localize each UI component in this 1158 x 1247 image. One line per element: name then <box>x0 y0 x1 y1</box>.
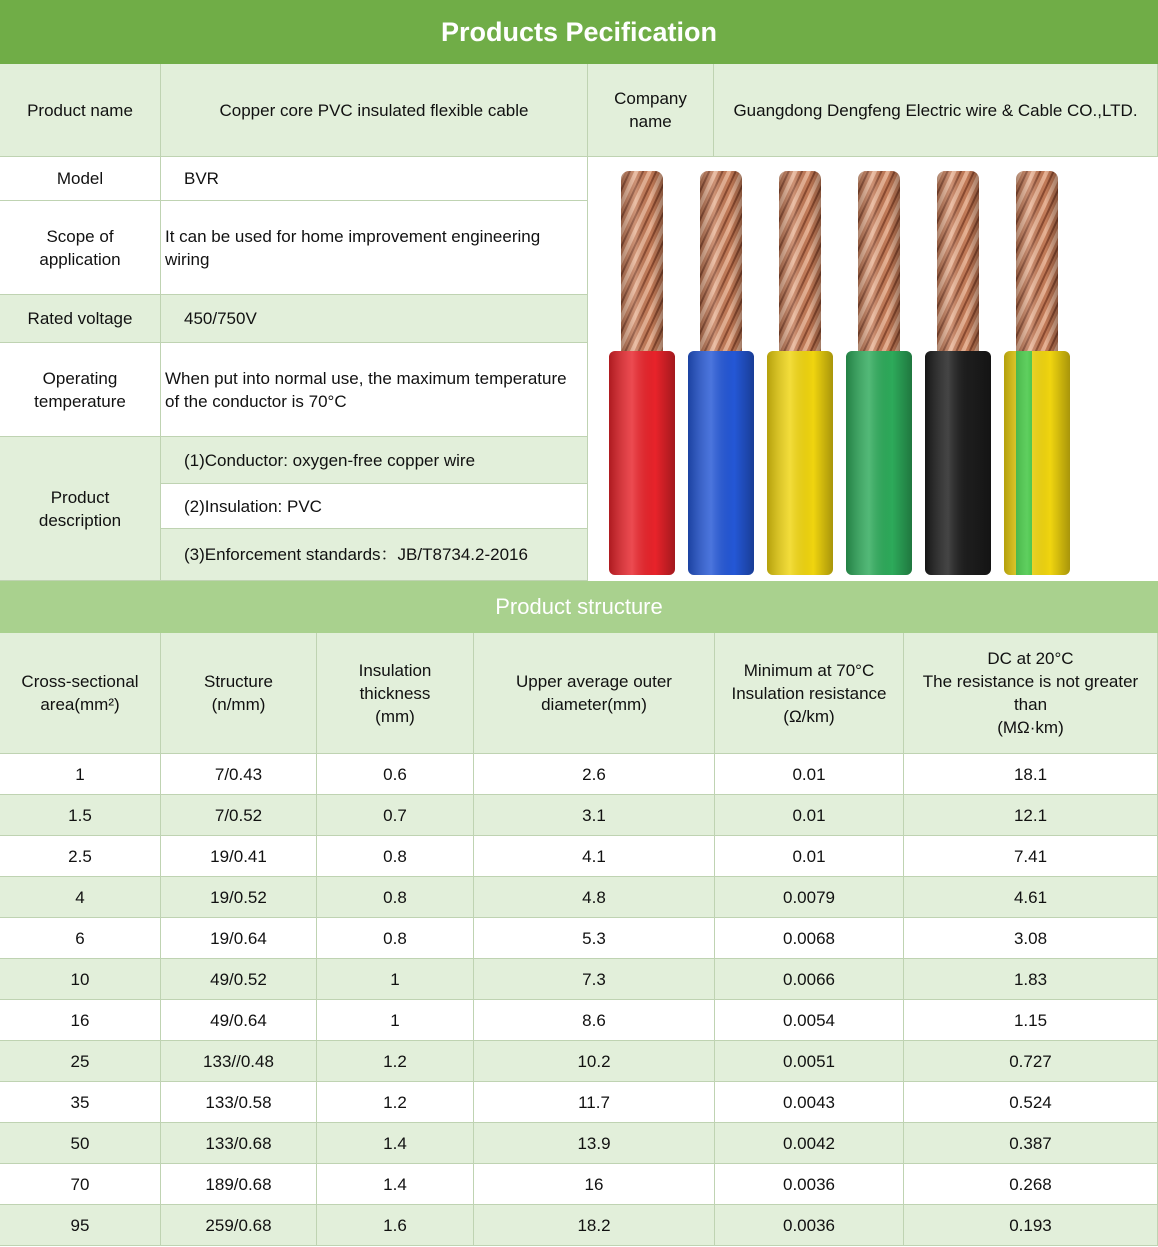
cell-dc-resistance: 0.524 <box>904 1082 1158 1123</box>
cell-dc-resistance: 4.61 <box>904 877 1158 918</box>
cell-structure: 19/0.64 <box>161 918 317 959</box>
cell-insulation-resistance: 0.0043 <box>715 1082 904 1123</box>
cell-insulation-resistance: 0.0054 <box>715 1000 904 1041</box>
description-item-conductor: (1)Conductor: oxygen-free copper wire <box>161 437 588 484</box>
cell-cross-section: 16 <box>0 1000 161 1041</box>
cell-insulation-resistance: 0.01 <box>715 754 904 795</box>
cell-dc-resistance: 7.41 <box>904 836 1158 877</box>
header-insulation-thickness: Insulation thickness (mm) <box>317 633 474 754</box>
cable-5 <box>925 171 991 575</box>
cell-insulation-resistance: 0.01 <box>715 795 904 836</box>
cell-outer-diameter: 3.1 <box>474 795 715 836</box>
cell-dc-resistance: 12.1 <box>904 795 1158 836</box>
cell-insulation-resistance: 0.0051 <box>715 1041 904 1082</box>
cell-cross-section: 1.5 <box>0 795 161 836</box>
cell-outer-diameter: 8.6 <box>474 1000 715 1041</box>
cable-illustration <box>588 157 1158 581</box>
cell-dc-resistance: 0.268 <box>904 1164 1158 1205</box>
cell-insulation-thickness: 0.8 <box>317 918 474 959</box>
cell-cross-section: 1 <box>0 754 161 795</box>
cell-structure: 19/0.52 <box>161 877 317 918</box>
cell-structure: 49/0.52 <box>161 959 317 1000</box>
cell-outer-diameter: 4.1 <box>474 836 715 877</box>
cable-1 <box>609 171 675 575</box>
cable-2 <box>688 171 754 575</box>
model-label: Model <box>0 157 161 201</box>
cable-3 <box>767 171 833 575</box>
cell-cross-section: 25 <box>0 1041 161 1082</box>
cell-dc-resistance: 0.387 <box>904 1123 1158 1164</box>
cell-outer-diameter: 7.3 <box>474 959 715 1000</box>
cell-outer-diameter: 16 <box>474 1164 715 1205</box>
cell-outer-diameter: 10.2 <box>474 1041 715 1082</box>
cell-structure: 133/0.58 <box>161 1082 317 1123</box>
cell-structure: 259/0.68 <box>161 1205 317 1246</box>
page-title: Products Pecification <box>0 0 1158 64</box>
scope-label: Scope of application <box>0 201 161 295</box>
cell-dc-resistance: 3.08 <box>904 918 1158 959</box>
cell-dc-resistance: 0.727 <box>904 1041 1158 1082</box>
cell-insulation-thickness: 1.2 <box>317 1041 474 1082</box>
cell-insulation-thickness: 1 <box>317 959 474 1000</box>
cable-product-image <box>588 157 1158 581</box>
cell-outer-diameter: 5.3 <box>474 918 715 959</box>
cell-outer-diameter: 11.7 <box>474 1082 715 1123</box>
section-title-structure: Product structure <box>0 581 1158 633</box>
cell-insulation-resistance: 0.0036 <box>715 1205 904 1246</box>
description-label: Product description <box>0 437 161 581</box>
cell-dc-resistance: 18.1 <box>904 754 1158 795</box>
cell-structure: 19/0.41 <box>161 836 317 877</box>
cell-insulation-thickness: 1.2 <box>317 1082 474 1123</box>
header-structure: Structure (n/mm) <box>161 633 317 754</box>
cell-structure: 189/0.68 <box>161 1164 317 1205</box>
cell-insulation-resistance: 0.0066 <box>715 959 904 1000</box>
cell-cross-section: 6 <box>0 918 161 959</box>
cell-structure: 133/0.68 <box>161 1123 317 1164</box>
header-dc-resistance: DC at 20°C The resistance is not greater than (MΩ·km) <box>904 633 1158 754</box>
header-insulation-resistance: Minimum at 70°C Insulation resistance (Ω/km) <box>715 633 904 754</box>
cell-insulation-thickness: 0.8 <box>317 836 474 877</box>
cell-insulation-resistance: 0.0068 <box>715 918 904 959</box>
cell-cross-section: 35 <box>0 1082 161 1123</box>
voltage-label: Rated voltage <box>0 295 161 343</box>
cell-structure: 7/0.52 <box>161 795 317 836</box>
header-cross-section: Cross-sectional area(mm²) <box>0 633 161 754</box>
cell-cross-section: 4 <box>0 877 161 918</box>
product-name-value: Copper core PVC insulated flexible cable <box>161 64 588 157</box>
voltage-value: 450/750V <box>161 295 588 343</box>
description-item-standard: (3)Enforcement standards：JB/T8734.2-2016 <box>161 529 588 581</box>
company-label: Company name <box>588 64 714 157</box>
cell-outer-diameter: 4.8 <box>474 877 715 918</box>
cell-outer-diameter: 18.2 <box>474 1205 715 1246</box>
product-name-label: Product name <box>0 64 161 157</box>
cell-insulation-resistance: 0.0079 <box>715 877 904 918</box>
cell-insulation-thickness: 0.8 <box>317 877 474 918</box>
cell-insulation-thickness: 1 <box>317 1000 474 1041</box>
cell-structure: 49/0.64 <box>161 1000 317 1041</box>
cable-6 <box>1004 171 1070 575</box>
cell-insulation-thickness: 0.6 <box>317 754 474 795</box>
cell-insulation-thickness: 1.4 <box>317 1123 474 1164</box>
header-outer-diameter: Upper average outer diameter(mm) <box>474 633 715 754</box>
model-value: BVR <box>161 157 588 201</box>
cell-outer-diameter: 13.9 <box>474 1123 715 1164</box>
cell-insulation-thickness: 1.6 <box>317 1205 474 1246</box>
cell-insulation-thickness: 1.4 <box>317 1164 474 1205</box>
cell-cross-section: 70 <box>0 1164 161 1205</box>
temperature-value: When put into normal use, the maximum temperature of the conductor is 70°C <box>161 343 588 437</box>
cell-dc-resistance: 1.83 <box>904 959 1158 1000</box>
cell-insulation-resistance: 0.0036 <box>715 1164 904 1205</box>
cell-cross-section: 2.5 <box>0 836 161 877</box>
description-item-insulation: (2)Insulation: PVC <box>161 484 588 529</box>
cell-cross-section: 50 <box>0 1123 161 1164</box>
cell-dc-resistance: 0.193 <box>904 1205 1158 1246</box>
cell-cross-section: 10 <box>0 959 161 1000</box>
cell-structure: 133//0.48 <box>161 1041 317 1082</box>
cell-dc-resistance: 1.15 <box>904 1000 1158 1041</box>
cable-4 <box>846 171 912 575</box>
temperature-label: Operating temperature <box>0 343 161 437</box>
company-value: Guangdong Dengfeng Electric wire & Cable CO.,LTD. <box>714 64 1158 157</box>
cell-insulation-resistance: 0.0042 <box>715 1123 904 1164</box>
cell-insulation-thickness: 0.7 <box>317 795 474 836</box>
cell-outer-diameter: 2.6 <box>474 754 715 795</box>
cell-cross-section: 95 <box>0 1205 161 1246</box>
scope-value: It can be used for home improvement engineering wiring <box>161 201 588 295</box>
cell-structure: 7/0.43 <box>161 754 317 795</box>
cell-insulation-resistance: 0.01 <box>715 836 904 877</box>
